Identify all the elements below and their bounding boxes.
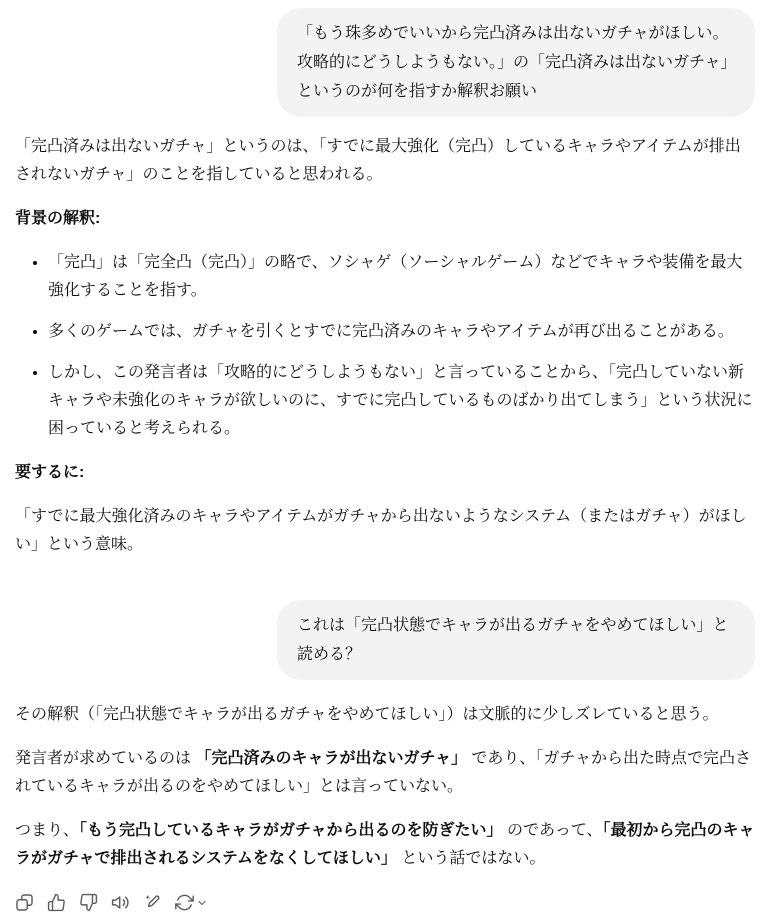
chevron-down-icon (196, 897, 208, 909)
text-run: であり、「ガチャから出た時点で完凸されているキャラが出るのをやめてほしい」とは言っていない。 (15, 750, 751, 795)
thumbs-down-button[interactable] (79, 893, 98, 912)
text-run: つまり、 (15, 822, 80, 839)
thumbs-up-button[interactable] (47, 893, 66, 912)
text-run: のであって、 (502, 822, 603, 839)
read-aloud-icon (111, 893, 130, 912)
user-message-bubble: 「もう珠多めでいいから完凸済みは出ないガチャがほしい。攻略的にどうしようもない。」の「完凸済みは出ないガチャ」というのが何を指すか解釈お願い (277, 8, 755, 117)
user-message-bubble: これは「完凸状態でキャラが出るガチャをやめてほしい」と読める？ (277, 600, 755, 680)
copy-button[interactable] (15, 893, 34, 912)
regenerate-button[interactable] (175, 893, 208, 912)
read-aloud-button[interactable] (111, 893, 130, 912)
assistant-paragraph-summary: 「すでに最大強化済みのキャラやアイテムがガチャから出ないようなシステム（またはガチャ）がほしい」という意味。 (15, 508, 747, 553)
assistant-paragraph: その解釈（「完凸状態でキャラが出るガチャをやめてほしい」）は文脈的に少しズレていると思う。 (15, 706, 719, 723)
section-heading-background: 背景の解釈: (15, 210, 101, 227)
assistant-message-1 (15, 133, 755, 559)
thumbs-down-icon (79, 893, 98, 912)
section-heading-summary: 要するに: (15, 464, 85, 481)
bullet-list (15, 249, 755, 443)
assistant-paragraph (15, 745, 755, 801)
user-message-row (15, 600, 755, 680)
assistant-paragraph-intro: 「完凸済みは出ないガチャ」というのは、「すでに最大強化（完凸）しているキャラやアイテムが排出されないガチャ」のことを指していると思われる。 (15, 138, 741, 183)
assistant-paragraph (15, 817, 755, 873)
user-message-row (15, 8, 755, 117)
text-run-bold: 「完凸済みのキャラが出ないガチャ」 (195, 750, 467, 767)
edit-button[interactable] (143, 893, 162, 912)
list-item: • 「完凸」は「完全凸（完凸）」の略で、ソシャゲ（ソーシャルゲーム）などでキャラや装備を最大強化することを指す。 (48, 249, 755, 305)
regenerate-icon (175, 893, 194, 912)
edit-icon (143, 893, 162, 912)
text-run-bold: 「もう完凸しているキャラがガチャから出るのを防ぎたい」 (79, 822, 503, 839)
text-run: という話ではない。 (396, 850, 546, 867)
message-action-bar (15, 893, 755, 912)
thumbs-up-icon (47, 893, 66, 912)
text-run: 発言者が求めているのは (15, 750, 196, 767)
list-item: • 多くのゲームでは、ガチャを引くとすでに完凸済みのキャラやアイテムが再び出ることがある。 (48, 318, 755, 346)
assistant-message-2 (15, 701, 755, 873)
list-item: • しかし、この発言者は「攻略的にどうしようもない」と言っていることから、「完凸していない新キャラや未強化のキャラが欲しいのに、すでに完凸しているものばかり出てしまう」という状況に困っていると考えられる。 (48, 359, 755, 443)
copy-icon (15, 893, 34, 912)
text-run-bold: 「最初から完凸のキャラがガチャで排出されるシステムをなくしてほしい」 (15, 822, 755, 867)
